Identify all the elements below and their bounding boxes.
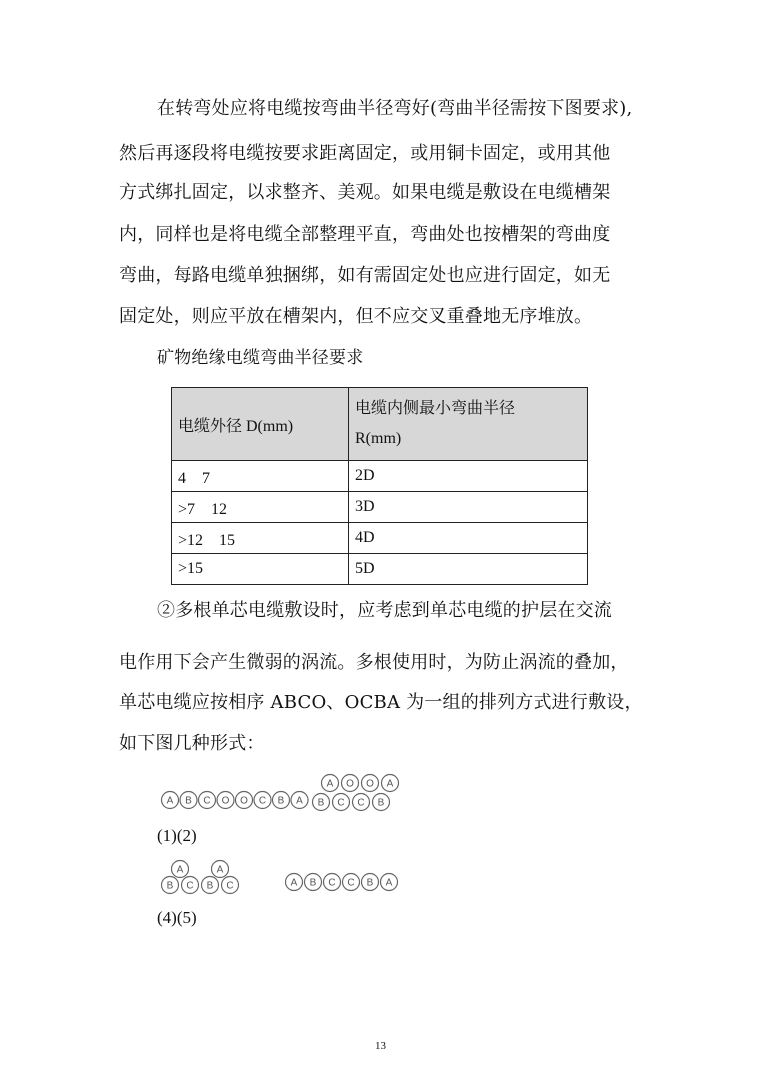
cable-phase-label: C [357,797,365,809]
table-row [172,461,588,492]
arrangement-1-row [162,792,309,809]
paragraph-line: 单芯电缆应按相序 ABCO、OCBA 为一组的排列方式进行敷设， [119,692,643,713]
cable-phase-label: B [166,880,174,892]
cable-phase-label: A [326,778,334,790]
bend-radius-table [171,387,588,585]
header-outer-diameter: 电缆外径 D(mm) [172,388,349,461]
arrangement-4-bottom-row [162,877,239,894]
paragraph-line: 内，同样也是将电缆全部整理平直，弯曲处也按槽架的弯曲度 [119,224,611,245]
cable-phase-label: A [290,877,298,889]
cable-phase-label: B [206,880,214,892]
cable-phase-label: B [185,795,192,807]
cable-phase-label: B [309,877,317,889]
cable-phase-label: A [166,795,174,807]
arrangement-2-top-row [322,775,399,792]
cell-radius: 3D [349,492,588,523]
cable-phase-label: B [366,877,374,889]
cable-phase-label: O [240,795,248,807]
figure-caption: (4)(5) [157,908,197,927]
cable-phase-label: B [377,797,385,809]
paragraph-line: 在转弯处应将电缆按弯曲半径弯好(弯曲半径需按下图要求), [157,98,633,119]
figure-caption: (1)(2) [157,826,197,845]
cable-phase-label: C [328,877,336,889]
cable-phase-label: O [221,795,230,807]
cell-radius: 5D [349,554,588,585]
table-row [172,492,588,523]
paragraph-line: 弯曲，每路电缆单独捆绑，如有需固定处也应进行固定，如无 [119,265,611,286]
page-number: 13 [375,1040,386,1052]
table-row [172,523,588,554]
cable-arrangement-figure-1 [158,772,403,817]
cable-phase-label: A [296,795,303,807]
paragraph-line: 电作用下会产生微弱的涡流。多根使用时，为防止涡流的叠加， [119,652,629,673]
cell-radius: 2D [349,461,588,492]
cable-phase-label: C [258,795,267,807]
header-bend-radius-line2: R(mm) [355,430,402,447]
cable-phase-label: C [347,877,355,889]
table-header-row [172,388,588,461]
cell-diameter: >15 [172,554,349,585]
cable-phase-label: C [186,880,194,892]
arrangement-5-row [286,874,398,891]
cell-diameter: 4 7 [172,461,349,492]
cable-phase-label: O [346,778,354,790]
header-bend-radius [349,388,588,461]
table-title: 矿物绝缘电缆弯曲半径要求 [157,348,364,368]
cell-diameter: >12 15 [172,523,349,554]
cable-phase-label: A [216,864,224,876]
cable-phase-label: A [386,778,394,790]
cable-phase-label: C [337,797,345,809]
cable-phase-label: C [226,880,234,892]
header-bend-radius-line1: 电缆内侧最小弯曲半径 [355,400,516,417]
arrangement-4-top-row [172,861,229,878]
cable-phase-label: C [203,795,211,807]
cell-radius: 4D [349,523,588,554]
paragraph-line: ➁多根单芯电缆敷设时，应考虑到单芯电缆的护层在交流 [157,600,612,621]
cable-phase-label: B [317,797,325,809]
paragraph-line: 固定处，则应平放在槽架内，但不应交叉重叠地无序堆放。 [119,306,593,327]
arrangement-2-bottom-row [313,794,390,811]
paragraph-line: 如下图几种形式： [119,733,265,754]
paragraph-line: 然后再逐段将电缆按要求距离固定，或用铜卡固定，或用其他 [119,143,611,164]
cable-phase-label: B [277,795,285,807]
cable-phase-label: A [176,864,184,876]
cable-phase-label: A [385,877,393,889]
cable-arrangement-figure-2 [158,858,403,898]
paragraph-line: 方式绑扎固定，以求整齐、美观。如果电缆是敷设在电缆槽架 [119,182,611,203]
cable-phase-label: O [366,778,374,790]
cell-diameter: >7 12 [172,492,349,523]
table-row [172,554,588,585]
